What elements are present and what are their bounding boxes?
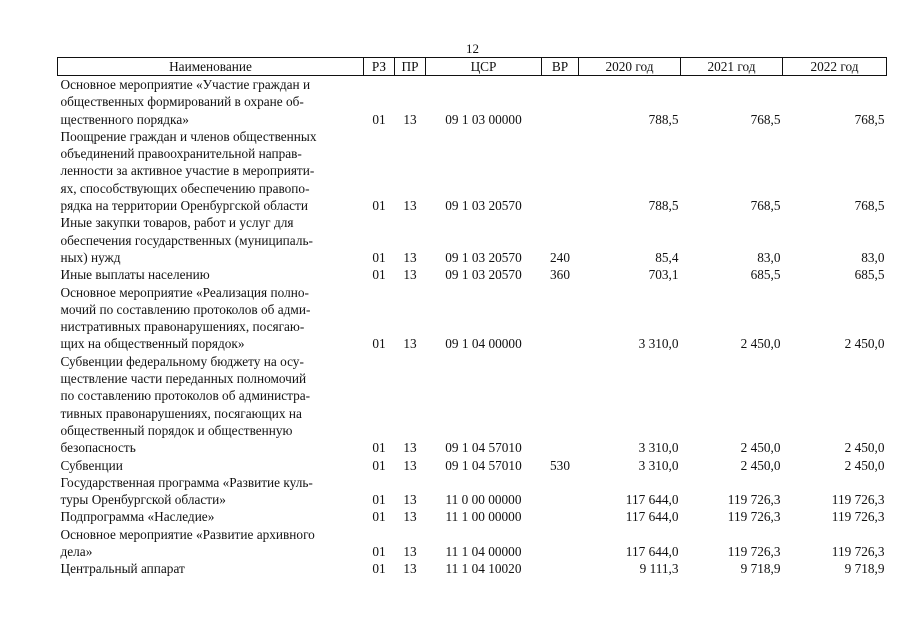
table-row [58, 214, 887, 266]
column-header-csr: ЦСР [426, 58, 542, 76]
table-row [58, 526, 887, 561]
row-pr-cell: 13 [403, 440, 417, 456]
row-vr-cell [542, 560, 579, 577]
row-name-cell: Иные выплаты населению [60, 267, 210, 283]
row-2022-cell: 685,5 [854, 267, 885, 283]
row-csr-cell: 09 1 03 00000 [445, 111, 522, 127]
table-row [58, 353, 887, 457]
column-header-2020: 2020 год [579, 58, 681, 76]
row-2020-cell: 3 310,0 [638, 440, 679, 456]
row-pr-cell: 13 [403, 544, 417, 560]
row-pr-cell: 13 [403, 249, 417, 265]
row-rz-cell: 01 [372, 561, 386, 577]
row-2022-cell: 119 726,3 [831, 492, 885, 508]
row-2021-cell: 685,5 [750, 267, 781, 283]
row-vr-cell: 360 [550, 267, 570, 283]
row-rz-cell: 01 [372, 267, 386, 283]
table-row [58, 474, 887, 509]
row-rz-cell: 01 [372, 336, 386, 352]
row-2021-cell: 2 450,0 [740, 336, 781, 352]
page-number: 12 [466, 41, 479, 56]
row-pr-cell: 13 [403, 198, 417, 214]
row-rz-cell: 01 [372, 544, 386, 560]
row-csr-cell: 09 1 04 00000 [445, 336, 522, 352]
row-rz-cell: 01 [372, 440, 386, 456]
table-row [58, 560, 887, 577]
row-name-cell: Центральный аппарат [60, 561, 185, 577]
row-pr-cell: 13 [403, 509, 417, 525]
row-csr-cell: 11 0 00 00000 [445, 492, 522, 508]
row-csr-cell: 09 1 03 20570 [445, 249, 522, 265]
row-name-cell: Основное мероприятие «Развитие архивного дела» [60, 526, 315, 560]
row-name-cell: Основное мероприятие «Реализация полно- мочий по составлению протоколов об адми- нистративных правонарушениях, посягаю- щих на общественный порядок» [60, 284, 311, 352]
column-header-2021: 2021 год [681, 58, 783, 76]
row-2020-cell: 3 310,0 [638, 336, 679, 352]
row-csr-cell: 11 1 04 00000 [445, 544, 522, 560]
row-2020-cell: 788,5 [648, 111, 679, 127]
row-vr-cell [542, 508, 579, 525]
row-name-cell: Поощрение граждан и членов общественных объединений правоохранительной направ- ленности за активное участие в мероприяти- ях, способствующих обеспечению правопо- рядка на территории Оренбургской области [60, 128, 317, 214]
row-2021-cell: 119 726,3 [727, 492, 781, 508]
row-2022-cell: 2 450,0 [844, 336, 885, 352]
row-name-cell: Субвенции [60, 457, 123, 473]
row-csr-cell: 09 1 03 20570 [445, 267, 522, 283]
row-2020-cell: 117 644,0 [625, 492, 679, 508]
row-csr-cell: 11 1 00 00000 [445, 509, 522, 525]
row-csr-cell: 11 1 04 10020 [445, 561, 522, 577]
column-header-rz: РЗ [364, 58, 395, 76]
row-2020-cell: 117 644,0 [625, 544, 679, 560]
row-2021-cell: 768,5 [750, 198, 781, 214]
row-2022-cell: 768,5 [854, 111, 885, 127]
row-2020-cell: 703,1 [648, 267, 679, 283]
row-vr-cell [542, 76, 579, 128]
row-name-cell: Субвенции федеральному бюджету на осу- ществление части переданных полномочий по составлению протоколов об администра- тивных правонарушениях, посягающих на общественный порядок и общественную безопасность [60, 353, 311, 456]
column-header-name: Наименование [58, 58, 364, 76]
row-2021-cell: 768,5 [750, 111, 781, 127]
column-header-2022: 2022 год [783, 58, 887, 76]
row-2020-cell: 3 310,0 [638, 457, 679, 473]
row-2022-cell: 119 726,3 [831, 544, 885, 560]
row-rz-cell: 01 [372, 492, 386, 508]
table-row [58, 128, 887, 214]
row-csr-cell: 09 1 03 20570 [445, 198, 522, 214]
row-2022-cell: 2 450,0 [844, 440, 885, 456]
row-vr-cell [542, 526, 579, 561]
row-2022-cell: 9 718,9 [844, 561, 885, 577]
row-pr-cell: 13 [403, 457, 417, 473]
column-header-pr: ПР [395, 58, 426, 76]
row-2021-cell: 119 726,3 [727, 509, 781, 525]
row-2021-cell: 2 450,0 [740, 457, 781, 473]
row-pr-cell: 13 [403, 336, 417, 352]
row-name-cell: Основное мероприятие «Участие граждан и общественных формирований в охране об- щественного порядка» [60, 77, 311, 127]
row-csr-cell: 09 1 04 57010 [445, 457, 522, 473]
row-2022-cell: 768,5 [854, 198, 885, 214]
table-row [58, 508, 887, 525]
row-pr-cell: 13 [403, 267, 417, 283]
row-name-cell: Подпрограмма «Наследие» [60, 509, 215, 525]
row-2020-cell: 9 111,3 [639, 561, 679, 577]
row-name-cell: Государственная программа «Развитие куль- туры Оренбургской области» [60, 474, 313, 508]
column-header-vr: ВР [542, 58, 579, 76]
row-pr-cell: 13 [403, 492, 417, 508]
row-2021-cell: 83,0 [757, 249, 781, 265]
row-csr-cell: 09 1 04 57010 [445, 440, 522, 456]
row-2022-cell: 2 450,0 [844, 457, 885, 473]
table-row [58, 76, 887, 128]
row-vr-cell [542, 353, 579, 457]
row-2020-cell: 788,5 [648, 198, 679, 214]
row-2022-cell: 119 726,3 [831, 509, 885, 525]
row-name-cell: Иные закупки товаров, работ и услуг для обеспечения государственных (муниципаль- ных) нужд [60, 215, 313, 265]
budget-table [57, 57, 887, 578]
row-2021-cell: 119 726,3 [727, 544, 781, 560]
row-vr-cell [542, 284, 579, 353]
table-row [58, 266, 887, 283]
row-vr-cell [542, 128, 579, 214]
row-rz-cell: 01 [372, 509, 386, 525]
table-row [58, 284, 887, 353]
row-2020-cell: 117 644,0 [625, 509, 679, 525]
row-pr-cell: 13 [403, 111, 417, 127]
row-2021-cell: 9 718,9 [740, 561, 781, 577]
row-rz-cell: 01 [372, 249, 386, 265]
row-rz-cell: 01 [372, 198, 386, 214]
row-2021-cell: 2 450,0 [740, 440, 781, 456]
row-vr-cell: 240 [550, 249, 570, 265]
row-2020-cell: 85,4 [655, 249, 679, 265]
table-header-row [58, 58, 887, 76]
table-body [58, 76, 887, 578]
row-rz-cell: 01 [372, 457, 386, 473]
row-vr-cell [542, 474, 579, 509]
row-2022-cell: 83,0 [861, 249, 885, 265]
row-vr-cell: 530 [550, 457, 570, 473]
row-pr-cell: 13 [403, 561, 417, 577]
row-rz-cell: 01 [372, 111, 386, 127]
table-row [58, 457, 887, 474]
